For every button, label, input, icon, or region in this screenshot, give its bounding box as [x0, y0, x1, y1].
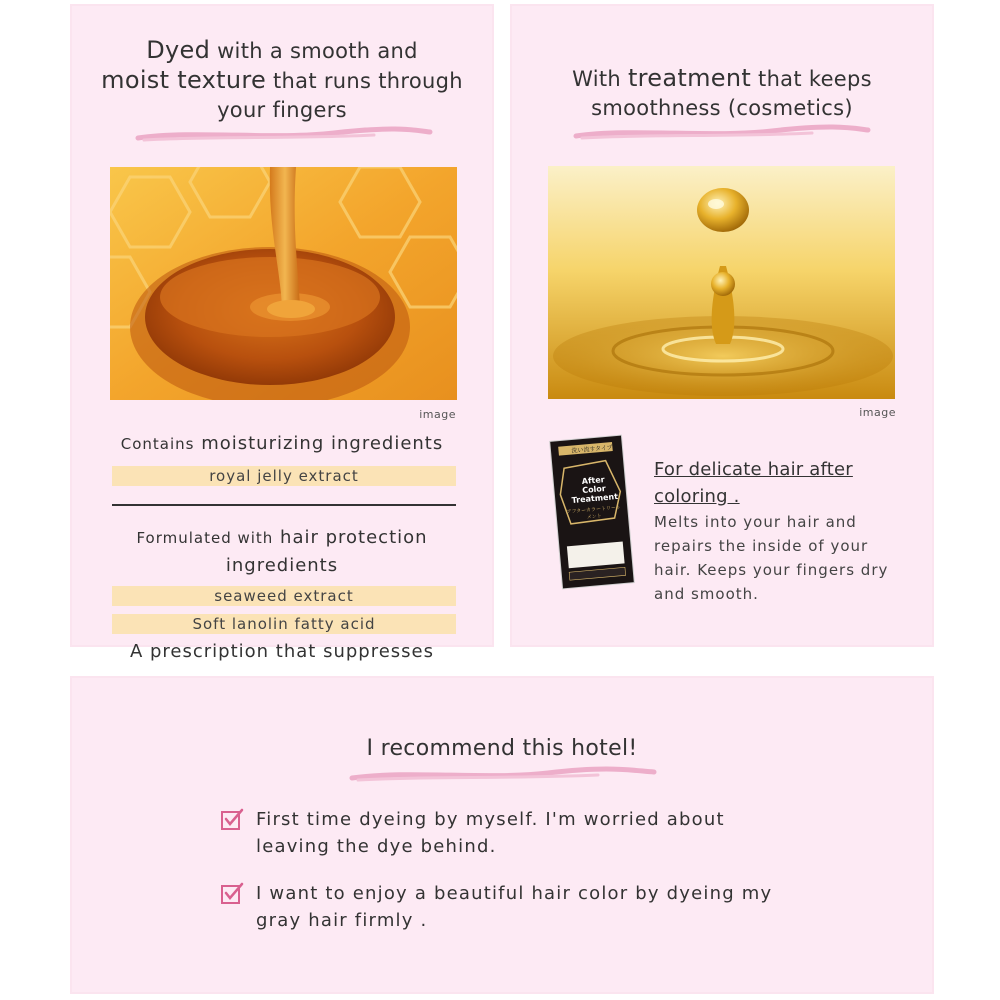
recommend-item	[220, 880, 780, 940]
right-card-heading	[512, 64, 932, 123]
check-box-icon	[220, 808, 244, 832]
heading-text: With	[572, 67, 628, 91]
formulated-line2: ingredients	[225, 555, 339, 576]
recommend-item-text: I want to enjoy a beautiful hair color by dyeing my gray hair firmly .	[256, 883, 773, 931]
contains-word: Contains	[120, 435, 195, 453]
left-feature-card	[70, 4, 494, 647]
package-top-label: 洗い流すタイプ	[571, 444, 613, 455]
heading-text: that keeps	[751, 67, 872, 91]
heading-word-dyed: Dyed	[146, 36, 211, 64]
recommend-item-text: First time dyeing by myself. I'm worried about leaving the dye behind.	[256, 809, 725, 857]
image-caption: image	[419, 408, 456, 421]
image-caption: image	[859, 406, 896, 419]
formulated-label	[72, 524, 492, 580]
treatment-package-image	[548, 434, 636, 590]
ingredient-tag-lanolin: Soft lanolin fatty acid	[112, 614, 456, 634]
formulated-word: Formulated with	[136, 529, 274, 547]
package-title-line: Treatment	[571, 491, 619, 505]
desc-title-line: For delicate hair after	[654, 459, 853, 480]
heading-text: with a smooth and	[210, 39, 418, 63]
pink-brush-underline	[134, 124, 434, 146]
left-card-heading	[72, 36, 492, 125]
check-box-icon	[220, 882, 244, 906]
recommend-heading: I recommend this hotel!	[366, 736, 638, 761]
honey-image	[110, 167, 457, 400]
divider-line	[112, 504, 456, 506]
recommend-card	[70, 676, 934, 994]
contains-text: moisturizing ingredients	[194, 433, 444, 454]
heading-text: your fingers	[217, 98, 347, 122]
package-title	[567, 474, 621, 505]
ingredient-tag-seaweed: seaweed extract	[112, 586, 456, 606]
package-title-line: Color	[581, 483, 607, 496]
oil-drop-image	[548, 166, 895, 399]
package-title-line: After	[581, 475, 606, 487]
desc-title-line: coloring .	[654, 486, 740, 507]
desc-title	[654, 456, 853, 510]
heading-word-moist: moist	[101, 66, 178, 94]
heading-word-treatment: treatment	[627, 64, 752, 92]
right-feature-card	[510, 4, 934, 647]
heading-line2: smoothness (cosmetics)	[591, 96, 853, 120]
pink-brush-underline	[348, 764, 658, 786]
ingredient-tag-royal-jelly: royal jelly extract	[112, 466, 456, 486]
overflow-prescription-text: A prescription that suppresses	[129, 641, 435, 662]
heading-text: that runs through	[266, 69, 463, 93]
package-subtitle: アフターカラートリートメント	[566, 504, 622, 521]
contains-label	[72, 430, 492, 458]
heading-word-texture: texture	[177, 66, 267, 94]
formulated-text: hair protection	[273, 527, 428, 548]
desc-body: Melts into your hair and repairs the inside of your hair. Keeps your fingers dry and smooth.	[654, 513, 889, 603]
pink-brush-underline	[572, 122, 872, 144]
recommend-item	[220, 806, 780, 866]
